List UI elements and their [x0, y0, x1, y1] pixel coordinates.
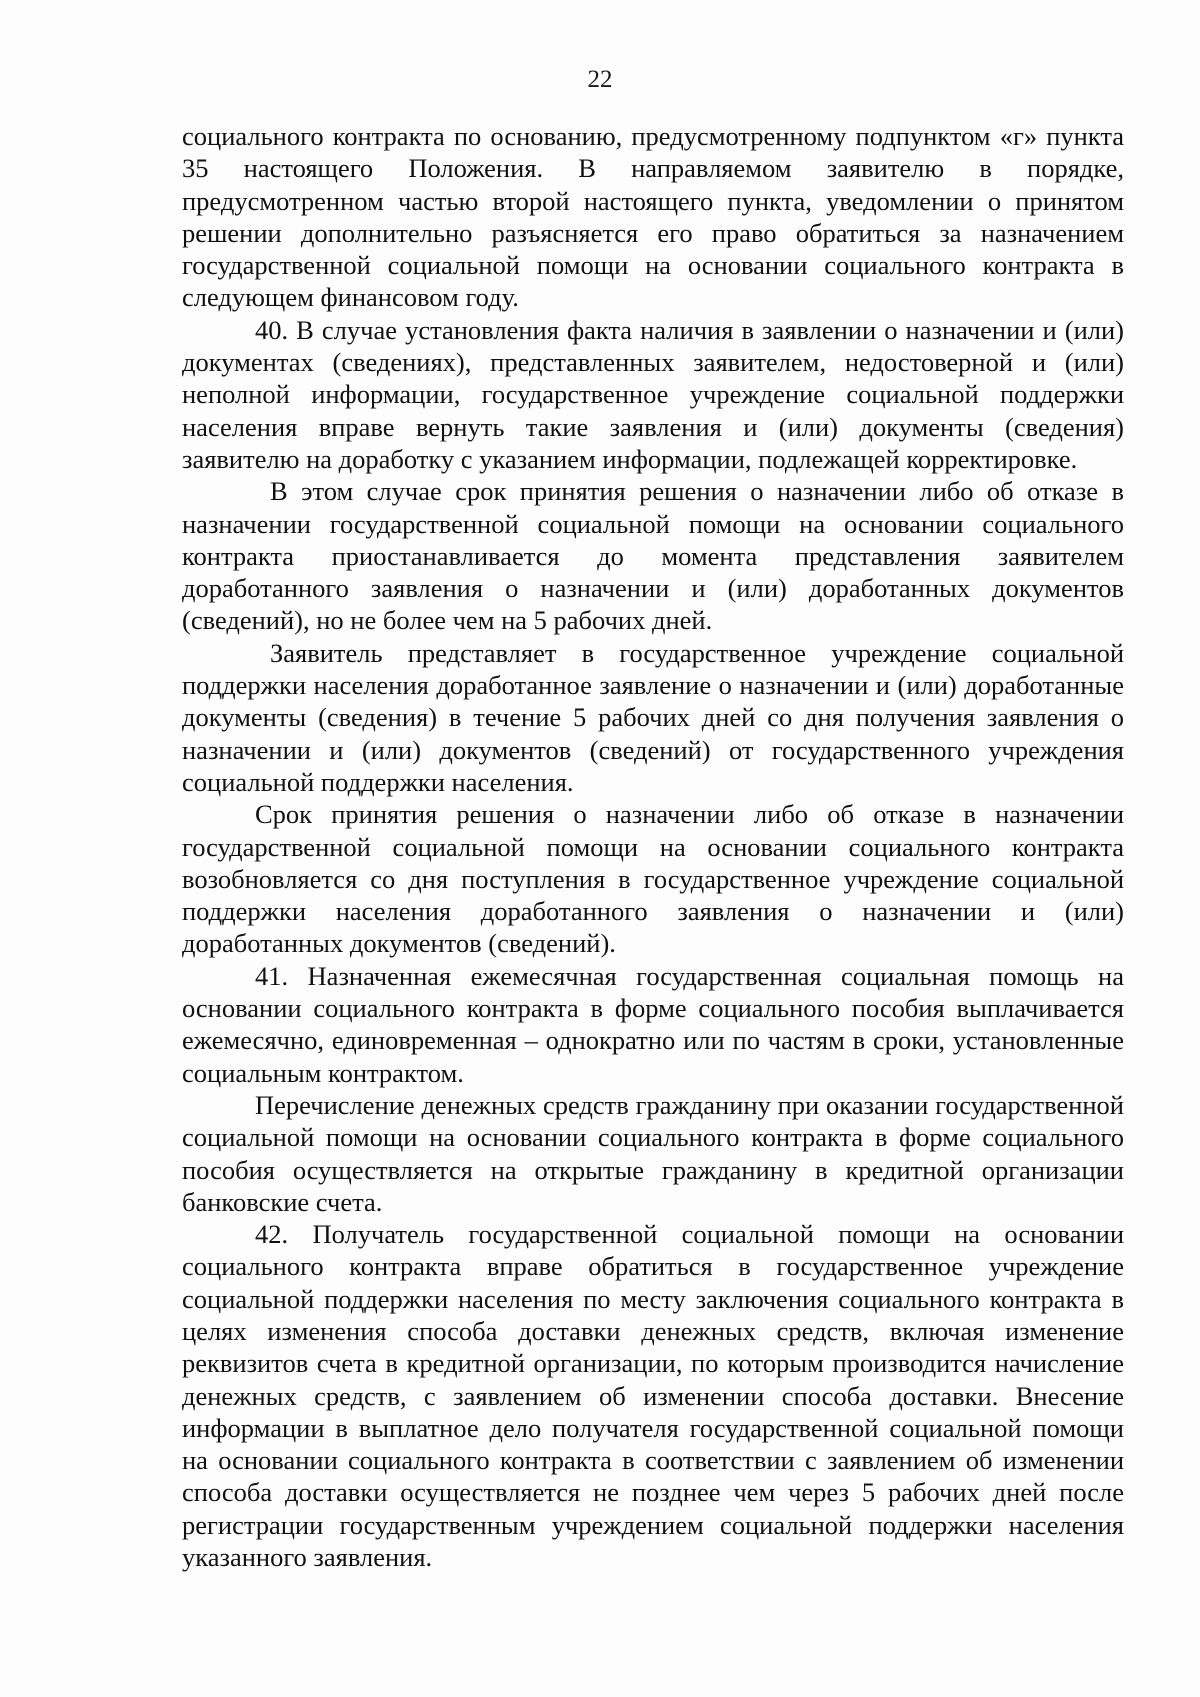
paragraph-continuation: социального контракта по основанию, предусмотренному подпунктом «г» пункта 35 настоящего Положения. В направляемом заявителю в порядке, предусмотренном частью второй настоящего пункта, уведомлении о принятом решении дополнительно разъясняется его право обратиться за назначением государственной социальной помощи на основании социального контракта в следующем финансовом году.: [182, 121, 1124, 313]
document-body: [182, 120, 1124, 1573]
page-number: 22: [587, 66, 613, 93]
paragraph-transfer: Перечисление денежных средств гражданину при оказании государственной социальной помощи на основании социального контракта в форме социального пособия осуществляется на открытые гражданину в кредитной организации банковские счета.: [182, 1089, 1124, 1217]
paragraph-suspension: В этом случае срок принятия решения о назначении либо об отказе в назначении государственной социальной помощи на основании социального контракта приостанавливается до момента представления заявителем доработанного заявления о назначении и (или) доработанных документов (сведений), но не более чем на 5 рабочих дней.: [182, 476, 1124, 636]
paragraph-item-40: 40. В случае установления факта наличия в заявлении о назначении и (или) документах (сведениях), представленных заявителем, недостоверной и (или) неполной информации, государственное учреждение социальной поддержки населения вправе вернуть такие заявления и (или) документы (сведения) заявителю на доработку с указанием информации, подлежащей корректировке.: [182, 314, 1124, 474]
paragraph-resumption: Срок принятия решения о назначении либо об отказе в назначении государственной социальной помощи на основании социального контракта возобновляется со дня поступления в государственное учреждение социальной поддержки населения доработанного заявления о назначении и (или) доработанных документов (сведений).: [182, 799, 1124, 959]
paragraph-item-41: 41. Назначенная ежемесячная государственная социальная помощь на основании социального контракта в форме социального пособия выплачивается ежемесячно, единовременная – однократно или по частям в сроки, установленные социальным контрактом.: [182, 960, 1124, 1088]
paragraph-item-42: 42. Получатель государственной социальной помощи на основании социального контракта вправе обратиться в государственное учреждение социальной поддержки населения по месту заключения социального контракта в целях изменения способа доставки денежных средств, включая изменение реквизитов счета в кредитной организации, по которым производится начисление денежных средств, с заявлением об изменении способа доставки. Внесение информации в выплатное дело получателя государственной социальной помощи на основании социального контракта в соответствии с заявлением об изменении способа доставки осуществляется не позднее чем через 5 рабочих дней после регистрации государственным учреждением социальной поддержки населения указанного заявления.: [182, 1219, 1124, 1573]
paragraph-resubmission: Заявитель представляет в государственное учреждение социальной поддержки населения доработанное заявление о назначении и (или) доработанные документы (сведения) в течение 5 рабочих дней со дня получения заявления о назначении и (или) документов (сведений) от государственного учреждения социальной поддержки населения.: [182, 637, 1124, 797]
